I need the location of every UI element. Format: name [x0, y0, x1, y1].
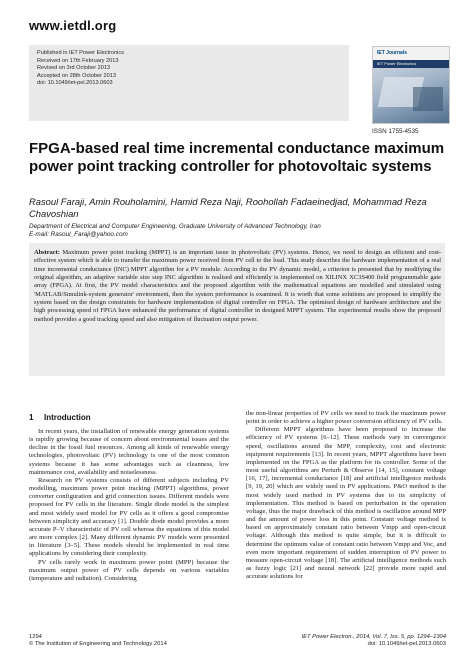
- paragraph: the non-linear properties of PV cells we need to track the maximum power point in order to achieve a higher power conversion efficiency of PV cells.: [246, 410, 446, 426]
- affiliation-email[interactable]: E-mail: Rasoul_Faraji@yahoo.com: [29, 231, 128, 239]
- footer-right: [302, 634, 446, 649]
- publication-info-box: [29, 45, 349, 121]
- publication-received-line: Received on 17th February 2013: [37, 57, 119, 64]
- publication-journal-line: Published in IET Power Electronics: [37, 50, 124, 56]
- body-column-right: [246, 410, 446, 581]
- affiliation: [29, 223, 449, 240]
- site-url[interactable]: www.ietdl.org: [29, 18, 117, 33]
- iet-logo: IET Journals: [377, 50, 408, 56]
- page-number: 1294: [29, 634, 42, 640]
- body-column-left: [29, 428, 229, 583]
- affiliation-department: Department of Electrical and Computer Engineering, Graduate University of Advanced Technology, Iran: [29, 223, 321, 230]
- section-heading: [29, 413, 91, 422]
- abstract-label: Abstract:: [34, 249, 60, 256]
- section-number: 1: [29, 413, 34, 422]
- abstract: [34, 249, 441, 324]
- publication-revised-line: Revised on 3rd October 2013: [37, 65, 111, 71]
- copyright: © The Institution of Engineering and Technology 2014: [29, 641, 167, 648]
- paragraph: PV cells rarely work in maximum power point (MPP) because the maximum output power of PV cells depends on various variables (temperature and radiation). Considering: [29, 558, 229, 582]
- journal-cover-image: [372, 46, 450, 124]
- abstract-box: [29, 243, 445, 376]
- cover-journal-name: IET Power Electronics: [377, 61, 417, 66]
- abstract-text: Maximum power point tracking (MPPT) is an important issue in photovoltaic (PV) systems. Hence, we need to design an efficient and cost-effective system which is able to transfer the maximum power received from PV cell to the load. This study describes the hardware implementation of a real time incremental conductance (INC) MPPT algorithm for a PV module. According to the PV dynamic model, a criterion is presented that by modifying the original algorithm, an adaptive variable size step INC algorithm is realised and efficiently is implemented on XILINX XC3S400 field programmable gate array (FPGA). At first, the PV model characteristics and the proposed algorithm with the mathematical equations are modelled and simulated using 'MATLAB/Simulink-system generator' environment, then the system performance is examined. It is worth that some solutions are proposed to simplify the system based on the design constraints for hardware implementation of digital controller on FPGA. The optimised design of hardware architecture and the high processing speed of FPGA have enhanced the performance of digital controller in designed MPPT system. The experimental results show the proposed method provides a good tracking speed and also mitigation of fluctuation output power.: [34, 249, 442, 323]
- citation: IET Power Electron., 2014, Vol. 7, Iss. 5, pp. 1294–1304: [301, 634, 446, 640]
- paragraph: In recent years, the installation of renewable energy generation systems is rapidly growing because of concern about environmental issues and the decline in the fossil fuel resources. Among all kinds of renewable energy technologies, photovoltaic (PV) technology is one of the most common systems because it has some advantages such as cleanness, low maintenance cost, availability and noiselessness.: [29, 428, 229, 476]
- author-list: Rasoul Faraji, Amin Rouholamini, Hamid Reza Naji, Roohollah Fadaeinedjad, Mohammad Reza Chavoshian: [29, 196, 427, 219]
- paper-title: FPGA-based real time incremental conductance maximum power point tracking controller for photovoltaic systems: [29, 140, 445, 175]
- paragraph: Different MPPT algorithms have been proposed to increase the efficiency of PV systems [6–12]. These methods vary in convergence speed, oscillations around the MPP, complexity, cost and electronic equipment requirements [13]. In recent years, MPPT algorithms have been implemented on the FPGA as the platform for its controller. Some of the most useful algorithms are Perturb & Observe [14, 15], constant voltage [16, 17], incremental conductance [18] and artificial intelligence methods [9, 19, 20] which are widely used in PV applications. P&O method is the most widely used method in PV systems due to its simplicity of implementation. This method is based on perturbation in the operation voltage, thus the major drawback of this method is oscillation around MPP and the amount of power loss in this point. Constant voltage method is based on approximately constant ratio between Vmpp and open-circuit voltage. Although this method is quite simple, but it is difficult to determine the optimum value of constant ratio between Vmpp and Voc, and even more important requirement of sudden interruption of PV power to measure open-circuit voltage [18]. The artificial intelligence methods such as fuzzy logic [21] and neural network [22] provide more rapid and accurate solutions for: [246, 426, 446, 581]
- paragraph: Research on PV systems consists of different subjects including PV modelling, maximum power point tracking (MPPT) algorithms, power converter configuration and grid connection issues. Different models were proposed for PV cells in the literature. Single diode model is the simplest and most widely used model for PV cells as it offers a good compromise between simplicity and accuracy [1]. Double diode model provides a more accurate P–V characteristic of PV cell whereas the equations of this model are more complex [2]. Many different dynamic PV models were presented in literature [3–5]. These models should be implemented in real time applications by considering their complexity.: [29, 476, 229, 558]
- footer-doi[interactable]: doi: 10.1049/iet-pel.2013.0603: [367, 641, 446, 648]
- footer-left: [29, 634, 167, 649]
- publication-doi-line[interactable]: doi: 10.1049/iet-pel.2013.0603: [37, 80, 113, 86]
- publication-accepted-line: Accepted on 28th October 2013: [37, 72, 116, 79]
- section-title: Introduction: [44, 413, 91, 422]
- issn: ISSN 1755-4535: [372, 128, 419, 135]
